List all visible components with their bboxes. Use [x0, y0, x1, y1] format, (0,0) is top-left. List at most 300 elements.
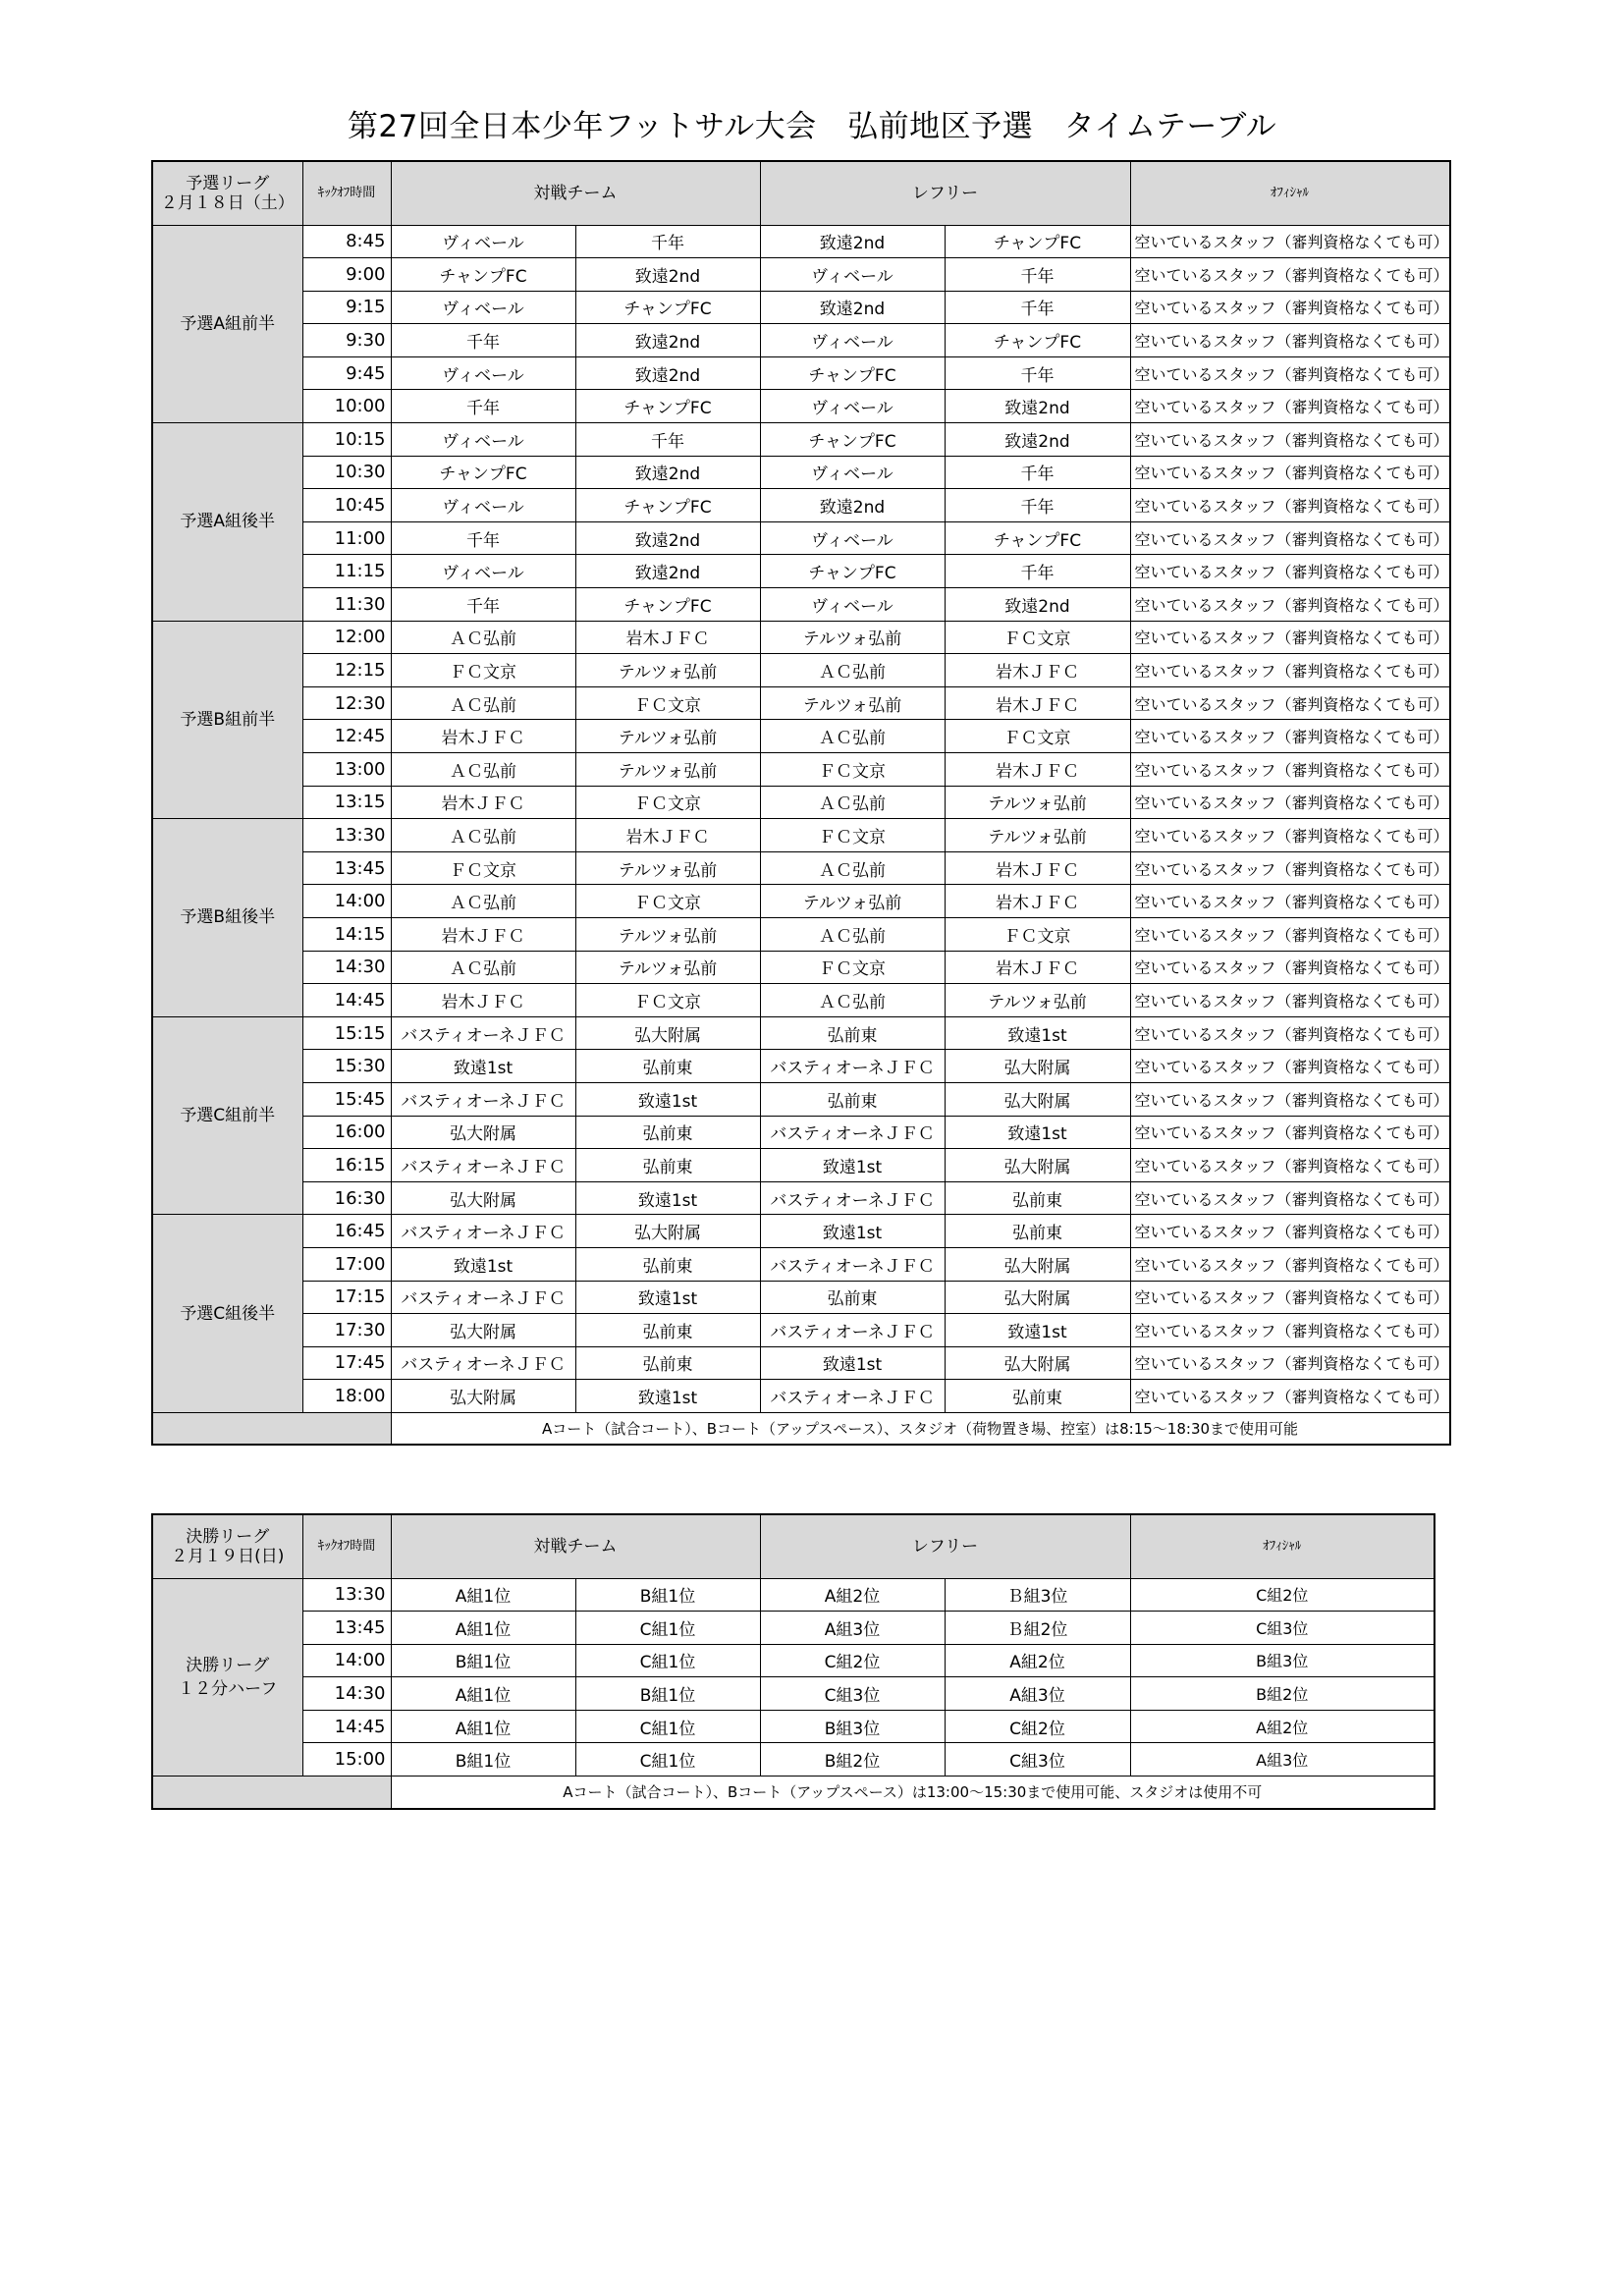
referee-2: 岩木ＪＦＣ [945, 951, 1130, 984]
official: 空いているスタッフ（審判資格なくても可） [1130, 356, 1450, 390]
final-team-1: B組1位 [391, 1743, 575, 1777]
match-row [152, 720, 1450, 753]
kickoff-time: 13:15 [302, 786, 391, 819]
referee-1: ヴィベール [760, 324, 945, 357]
final-team-2: C組1位 [575, 1710, 760, 1743]
team-1: ＦＣ文京 [391, 851, 575, 885]
official: 空いているスタッフ（審判資格なくても可） [1130, 1149, 1450, 1182]
final-kickoff-time: 13:45 [302, 1612, 391, 1645]
referee-2: 岩木ＪＦＣ [945, 885, 1130, 918]
referee-1: ＡＣ弘前 [760, 786, 945, 819]
final-official: C組3位 [1130, 1612, 1435, 1645]
referee-1: テルツォ弘前 [760, 621, 945, 654]
team-2: 弘前東 [575, 1149, 760, 1182]
team-1: チャンプFC [391, 258, 575, 292]
match-row [152, 654, 1450, 687]
kickoff-time: 10:45 [302, 489, 391, 522]
team-1: ヴィベール [391, 225, 575, 258]
match-row [152, 356, 1450, 390]
referee-2: テルツォ弘前 [945, 786, 1130, 819]
team-1: ＡＣ弘前 [391, 819, 575, 852]
session-label: 予選A組後半 [152, 423, 302, 622]
team-2: 致遠1st [575, 1082, 760, 1116]
final-team-1: A組1位 [391, 1710, 575, 1743]
final-footnote-row [152, 1777, 1435, 1809]
referee-2: 弘大附属 [945, 1149, 1130, 1182]
referee-2: ＦＣ文京 [945, 917, 1130, 951]
kickoff-header: ｷｯｸｵﾌ時間 [302, 161, 391, 225]
team-1: 千年 [391, 390, 575, 423]
kickoff-time: 9:15 [302, 291, 391, 324]
official: 空いているスタッフ（審判資格なくても可） [1130, 521, 1450, 555]
kickoff-time: 10:00 [302, 390, 391, 423]
team-1: チャンプFC [391, 456, 575, 489]
final-league-label: 決勝リーグ [186, 1526, 270, 1547]
final-kickoff-time: 13:30 [302, 1578, 391, 1612]
kickoff-time: 8:45 [302, 225, 391, 258]
team-1: ＡＣ弘前 [391, 951, 575, 984]
prelim-footnote: Aコート（試合コート）、Bコート（アップスペース）、スタジオ（荷物置き場、控室）は8:15～18:30まで使用可能 [391, 1412, 1450, 1445]
final-team-1: A組1位 [391, 1677, 575, 1711]
official: 空いているスタッフ（審判資格なくても可） [1130, 686, 1450, 720]
referee-2: 弘大附属 [945, 1050, 1130, 1083]
team-2: ＦＣ文京 [575, 885, 760, 918]
session-label: 予選B組前半 [152, 621, 302, 819]
final-match-row [152, 1644, 1435, 1677]
final-referee-header: レフリー [760, 1514, 1130, 1578]
team-1: ヴィベール [391, 423, 575, 457]
referee-2: 千年 [945, 555, 1130, 588]
team-1: ヴィベール [391, 356, 575, 390]
final-official: C組2位 [1130, 1578, 1435, 1612]
official: 空いているスタッフ（審判資格なくても可） [1130, 1247, 1450, 1281]
match-row [152, 1247, 1450, 1281]
final-referee-1: A組2位 [760, 1578, 945, 1612]
final-match-row [152, 1710, 1435, 1743]
team-2: ＦＣ文京 [575, 786, 760, 819]
team-1: ＡＣ弘前 [391, 686, 575, 720]
referee-1: ＡＣ弘前 [760, 654, 945, 687]
official: 空いているスタッフ（審判資格なくても可） [1130, 984, 1450, 1017]
official: 空いているスタッフ（審判資格なくても可） [1130, 1050, 1450, 1083]
final-official: B組2位 [1130, 1677, 1435, 1711]
official: 空いているスタッフ（審判資格なくても可） [1130, 753, 1450, 787]
match-row [152, 1082, 1450, 1116]
team-1: ヴィベール [391, 555, 575, 588]
prelim-date-label: ２月１８日（土） [160, 192, 295, 213]
final-session-label [152, 1578, 302, 1777]
referee-2: 千年 [945, 489, 1130, 522]
team-1: 弘大附属 [391, 1380, 575, 1413]
official: 空いているスタッフ（審判資格なくても可） [1130, 324, 1450, 357]
final-referee-2: C組3位 [945, 1743, 1130, 1777]
team-1: ＦＣ文京 [391, 654, 575, 687]
team-2: 岩木ＪＦＣ [575, 819, 760, 852]
team-1: 千年 [391, 521, 575, 555]
team-2: 致遠2nd [575, 456, 760, 489]
referee-1: ＦＣ文京 [760, 951, 945, 984]
official: 空いているスタッフ（審判資格なくても可） [1130, 1215, 1450, 1248]
team-2: 千年 [575, 423, 760, 457]
referee-1: ＡＣ弘前 [760, 984, 945, 1017]
final-footnote-spacer [152, 1777, 391, 1809]
team-2: 致遠1st [575, 1380, 760, 1413]
team-1: 岩木ＪＦＣ [391, 786, 575, 819]
prelim-league-cell [152, 161, 302, 225]
team-1: 弘大附属 [391, 1116, 575, 1149]
team-2: 弘前東 [575, 1050, 760, 1083]
referee-1: 弘前東 [760, 1082, 945, 1116]
final-header-row [152, 1514, 1435, 1578]
referee-1: 致遠2nd [760, 489, 945, 522]
match-row [152, 1281, 1450, 1314]
referee-1: ＡＣ弘前 [760, 851, 945, 885]
kickoff-time: 17:45 [302, 1346, 391, 1380]
referee-2: テルツォ弘前 [945, 984, 1130, 1017]
match-row [152, 1050, 1450, 1083]
match-row [152, 521, 1450, 555]
referee-2: ＦＣ文京 [945, 720, 1130, 753]
official: 空いているスタッフ（審判資格なくても可） [1130, 1116, 1450, 1149]
team-1: 岩木ＪＦＣ [391, 984, 575, 1017]
final-official: A組2位 [1130, 1710, 1435, 1743]
official: 空いているスタッフ（審判資格なくても可） [1130, 1314, 1450, 1347]
kickoff-time: 12:30 [302, 686, 391, 720]
kickoff-time: 13:30 [302, 819, 391, 852]
team-2: テルツォ弘前 [575, 917, 760, 951]
prelim-timetable [151, 160, 1451, 1446]
final-official: B組3位 [1130, 1644, 1435, 1677]
referee-2: 致遠1st [945, 1314, 1130, 1347]
referee-1: バスティオーネＪＦＣ [760, 1050, 945, 1083]
final-timetable [151, 1513, 1435, 1810]
official: 空いているスタッフ（審判資格なくても可） [1130, 786, 1450, 819]
referee-1: バスティオーネＪＦＣ [760, 1314, 945, 1347]
match-row [152, 390, 1450, 423]
final-kickoff-time: 14:45 [302, 1710, 391, 1743]
kickoff-time: 17:30 [302, 1314, 391, 1347]
team-2: ＦＣ文京 [575, 984, 760, 1017]
team-2: 千年 [575, 225, 760, 258]
official: 空いているスタッフ（審判資格なくても可） [1130, 1346, 1450, 1380]
page-title: 第27回全日本少年フットサル大会 弘前地区予選 タイムテーブル [347, 109, 1277, 144]
kickoff-time: 12:15 [302, 654, 391, 687]
final-official-header: ｵﾌｨｼｬﾙ [1130, 1514, 1435, 1578]
official: 空いているスタッフ（審判資格なくても可） [1130, 225, 1450, 258]
team-2: 弘前東 [575, 1247, 760, 1281]
referee-1: ヴィベール [760, 588, 945, 622]
referee-1: バスティオーネＪＦＣ [760, 1116, 945, 1149]
kickoff-time: 17:00 [302, 1247, 391, 1281]
referee-1: ヴィベール [760, 456, 945, 489]
team-1: バスティオーネＪＦＣ [391, 1346, 575, 1380]
referee-2: 致遠1st [945, 1016, 1130, 1050]
match-row [152, 489, 1450, 522]
referee-2: 岩木ＪＦＣ [945, 753, 1130, 787]
final-referee-2: Ｂ組3位 [945, 1578, 1130, 1612]
kickoff-time: 12:45 [302, 720, 391, 753]
match-row [152, 555, 1450, 588]
referee-2: 岩木ＪＦＣ [945, 654, 1130, 687]
final-league-cell [152, 1514, 302, 1578]
team-2: 致遠2nd [575, 258, 760, 292]
official: 空いているスタッフ（審判資格なくても可） [1130, 885, 1450, 918]
match-row [152, 819, 1450, 852]
team-1: バスティオーネＪＦＣ [391, 1149, 575, 1182]
team-1: 千年 [391, 588, 575, 622]
referee-1: チャンプFC [760, 555, 945, 588]
team-2: テルツォ弘前 [575, 753, 760, 787]
final-session-line2: １２分ハーフ [178, 1678, 278, 1699]
kickoff-time: 16:15 [302, 1149, 391, 1182]
official: 空いているスタッフ（審判資格なくても可） [1130, 951, 1450, 984]
kickoff-time: 9:00 [302, 258, 391, 292]
match-row [152, 1346, 1450, 1380]
footnote-spacer [152, 1412, 391, 1445]
kickoff-time: 9:30 [302, 324, 391, 357]
kickoff-time: 17:15 [302, 1281, 391, 1314]
kickoff-time: 15:30 [302, 1050, 391, 1083]
official: 空いているスタッフ（審判資格なくても可） [1130, 1082, 1450, 1116]
referee-2: 致遠1st [945, 1116, 1130, 1149]
referee-1: ヴィベール [760, 390, 945, 423]
referee-1: ヴィベール [760, 521, 945, 555]
final-referee-1: A組3位 [760, 1612, 945, 1645]
referee-2: 岩木ＪＦＣ [945, 686, 1130, 720]
match-row [152, 984, 1450, 1017]
referee-2: 千年 [945, 356, 1130, 390]
team-1: 弘大附属 [391, 1314, 575, 1347]
team-2: ＦＣ文京 [575, 686, 760, 720]
team-1: 弘大附属 [391, 1181, 575, 1215]
match-row [152, 258, 1450, 292]
final-match-row [152, 1677, 1435, 1711]
team-2: テルツォ弘前 [575, 654, 760, 687]
kickoff-time: 9:45 [302, 356, 391, 390]
match-row [152, 851, 1450, 885]
team-1: 致遠1st [391, 1247, 575, 1281]
team-1: ヴィベール [391, 489, 575, 522]
kickoff-time: 16:30 [302, 1181, 391, 1215]
match-row [152, 456, 1450, 489]
referee-header: レフリー [760, 161, 1130, 225]
final-kickoff-time: 14:30 [302, 1677, 391, 1711]
final-referee-2: C組2位 [945, 1710, 1130, 1743]
team-1: 致遠1st [391, 1050, 575, 1083]
match-row [152, 291, 1450, 324]
team-2: 致遠1st [575, 1281, 760, 1314]
prelim-footnote-row [152, 1412, 1450, 1445]
final-referee-1: B組3位 [760, 1710, 945, 1743]
final-team-2: C組1位 [575, 1612, 760, 1645]
referee-1: 致遠1st [760, 1215, 945, 1248]
kickoff-time: 11:00 [302, 521, 391, 555]
match-row [152, 917, 1450, 951]
match-row [152, 1016, 1450, 1050]
official-header: ｵﾌｨｼｬﾙ [1130, 161, 1450, 225]
referee-1: ヴィベール [760, 258, 945, 292]
referee-2: チャンプFC [945, 521, 1130, 555]
team-1: ＡＣ弘前 [391, 753, 575, 787]
session-label: 予選C組前半 [152, 1016, 302, 1215]
team-1: ＡＣ弘前 [391, 885, 575, 918]
final-date-label: ２月１９日(日) [171, 1546, 285, 1566]
team-1: 岩木ＪＦＣ [391, 917, 575, 951]
referee-1: 致遠1st [760, 1346, 945, 1380]
referee-1: ＦＣ文京 [760, 819, 945, 852]
official: 空いているスタッフ（審判資格なくても可） [1130, 555, 1450, 588]
final-referee-1: B組2位 [760, 1743, 945, 1777]
kickoff-time: 16:45 [302, 1215, 391, 1248]
match-row [152, 423, 1450, 457]
match-row [152, 1215, 1450, 1248]
team-2: チャンプFC [575, 390, 760, 423]
official: 空いているスタッフ（審判資格なくても可） [1130, 1380, 1450, 1413]
prelim-header-row [152, 161, 1450, 225]
referee-1: 弘前東 [760, 1281, 945, 1314]
match-row [152, 588, 1450, 622]
team-2: テルツォ弘前 [575, 720, 760, 753]
team-2: 弘前東 [575, 1314, 760, 1347]
referee-2: ＦＣ文京 [945, 621, 1130, 654]
team-2: テルツォ弘前 [575, 951, 760, 984]
official: 空いているスタッフ（審判資格なくても可） [1130, 1016, 1450, 1050]
team-1: ヴィベール [391, 291, 575, 324]
final-session-line1: 決勝リーグ [186, 1655, 270, 1675]
final-team-2: C組1位 [575, 1743, 760, 1777]
match-row [152, 753, 1450, 787]
referee-2: 千年 [945, 456, 1130, 489]
kickoff-time: 10:30 [302, 456, 391, 489]
match-row [152, 786, 1450, 819]
referee-1: バスティオーネＪＦＣ [760, 1247, 945, 1281]
official: 空いているスタッフ（審判資格なくても可） [1130, 291, 1450, 324]
referee-2: チャンプFC [945, 324, 1130, 357]
match-row [152, 1149, 1450, 1182]
official: 空いているスタッフ（審判資格なくても可） [1130, 1281, 1450, 1314]
referee-2: 弘大附属 [945, 1281, 1130, 1314]
match-row [152, 225, 1450, 258]
kickoff-time: 15:15 [302, 1016, 391, 1050]
session-label: 予選B組後半 [152, 819, 302, 1017]
match-row [152, 1380, 1450, 1413]
final-referee-2: A組3位 [945, 1677, 1130, 1711]
final-team-1: A組1位 [391, 1578, 575, 1612]
kickoff-time: 14:15 [302, 917, 391, 951]
referee-1: バスティオーネＪＦＣ [760, 1380, 945, 1413]
team-2: チャンプFC [575, 588, 760, 622]
referee-2: 弘大附属 [945, 1082, 1130, 1116]
kickoff-time: 18:00 [302, 1380, 391, 1413]
kickoff-time: 15:45 [302, 1082, 391, 1116]
referee-1: 致遠2nd [760, 291, 945, 324]
referee-1: ＦＣ文京 [760, 753, 945, 787]
kickoff-time: 11:15 [302, 555, 391, 588]
team-2: 弘前東 [575, 1116, 760, 1149]
referee-2: 岩木ＪＦＣ [945, 851, 1130, 885]
referee-1: チャンプFC [760, 423, 945, 457]
team-2: チャンプFC [575, 489, 760, 522]
team-2: 弘大附属 [575, 1016, 760, 1050]
team-2: 致遠2nd [575, 356, 760, 390]
match-row [152, 1116, 1450, 1149]
kickoff-time: 13:00 [302, 753, 391, 787]
official: 空いているスタッフ（審判資格なくても可） [1130, 851, 1450, 885]
referee-2: 弘前東 [945, 1380, 1130, 1413]
kickoff-time: 14:45 [302, 984, 391, 1017]
referee-1: ＡＣ弘前 [760, 720, 945, 753]
referee-1: テルツォ弘前 [760, 686, 945, 720]
official: 空いているスタッフ（審判資格なくても可） [1130, 456, 1450, 489]
official: 空いているスタッフ（審判資格なくても可） [1130, 588, 1450, 622]
referee-1: ＡＣ弘前 [760, 917, 945, 951]
match-row [152, 1181, 1450, 1215]
final-match-row [152, 1578, 1435, 1612]
final-official: A組3位 [1130, 1743, 1435, 1777]
team-2: 致遠2nd [575, 521, 760, 555]
final-referee-2: A組2位 [945, 1644, 1130, 1677]
final-team-1: B組1位 [391, 1644, 575, 1677]
final-referee-1: C組3位 [760, 1677, 945, 1711]
official: 空いているスタッフ（審判資格なくても可） [1130, 621, 1450, 654]
referee-2: チャンプFC [945, 225, 1130, 258]
official: 空いているスタッフ（審判資格なくても可） [1130, 390, 1450, 423]
referee-1: チャンプFC [760, 356, 945, 390]
match-row [152, 686, 1450, 720]
referee-2: 弘前東 [945, 1181, 1130, 1215]
final-teams-header: 対戦チーム [391, 1514, 760, 1578]
team-2: 致遠1st [575, 1181, 760, 1215]
match-row [152, 951, 1450, 984]
final-team-2: B組1位 [575, 1578, 760, 1612]
final-kickoff-time: 15:00 [302, 1743, 391, 1777]
team-2: 致遠2nd [575, 324, 760, 357]
kickoff-time: 13:45 [302, 851, 391, 885]
teams-header: 対戦チーム [391, 161, 760, 225]
kickoff-time: 12:00 [302, 621, 391, 654]
kickoff-time: 11:30 [302, 588, 391, 622]
official: 空いているスタッフ（審判資格なくても可） [1130, 258, 1450, 292]
team-1: 千年 [391, 324, 575, 357]
official: 空いているスタッフ（審判資格なくても可） [1130, 489, 1450, 522]
team-2: 岩木ＪＦＣ [575, 621, 760, 654]
referee-2: 千年 [945, 291, 1130, 324]
referee-2: 千年 [945, 258, 1130, 292]
prelim-league-label: 予選リーグ [186, 173, 270, 193]
official: 空いているスタッフ（審判資格なくても可） [1130, 423, 1450, 457]
team-2: テルツォ弘前 [575, 851, 760, 885]
team-2: チャンプFC [575, 291, 760, 324]
official: 空いているスタッフ（審判資格なくても可） [1130, 917, 1450, 951]
final-match-row [152, 1743, 1435, 1777]
kickoff-time: 10:15 [302, 423, 391, 457]
final-team-2: C組1位 [575, 1644, 760, 1677]
final-match-row [152, 1612, 1435, 1645]
referee-1: 致遠1st [760, 1149, 945, 1182]
referee-1: テルツォ弘前 [760, 885, 945, 918]
final-kickoff-header: ｷｯｸｵﾌ時間 [302, 1514, 391, 1578]
team-2: 弘大附属 [575, 1215, 760, 1248]
referee-2: テルツォ弘前 [945, 819, 1130, 852]
referee-2: 弘前東 [945, 1215, 1130, 1248]
referee-2: 弘大附属 [945, 1247, 1130, 1281]
referee-2: 弘大附属 [945, 1346, 1130, 1380]
kickoff-time: 14:30 [302, 951, 391, 984]
official: 空いているスタッフ（審判資格なくても可） [1130, 819, 1450, 852]
team-2: 致遠2nd [575, 555, 760, 588]
final-team-2: B組1位 [575, 1677, 760, 1711]
final-referee-1: C組2位 [760, 1644, 945, 1677]
